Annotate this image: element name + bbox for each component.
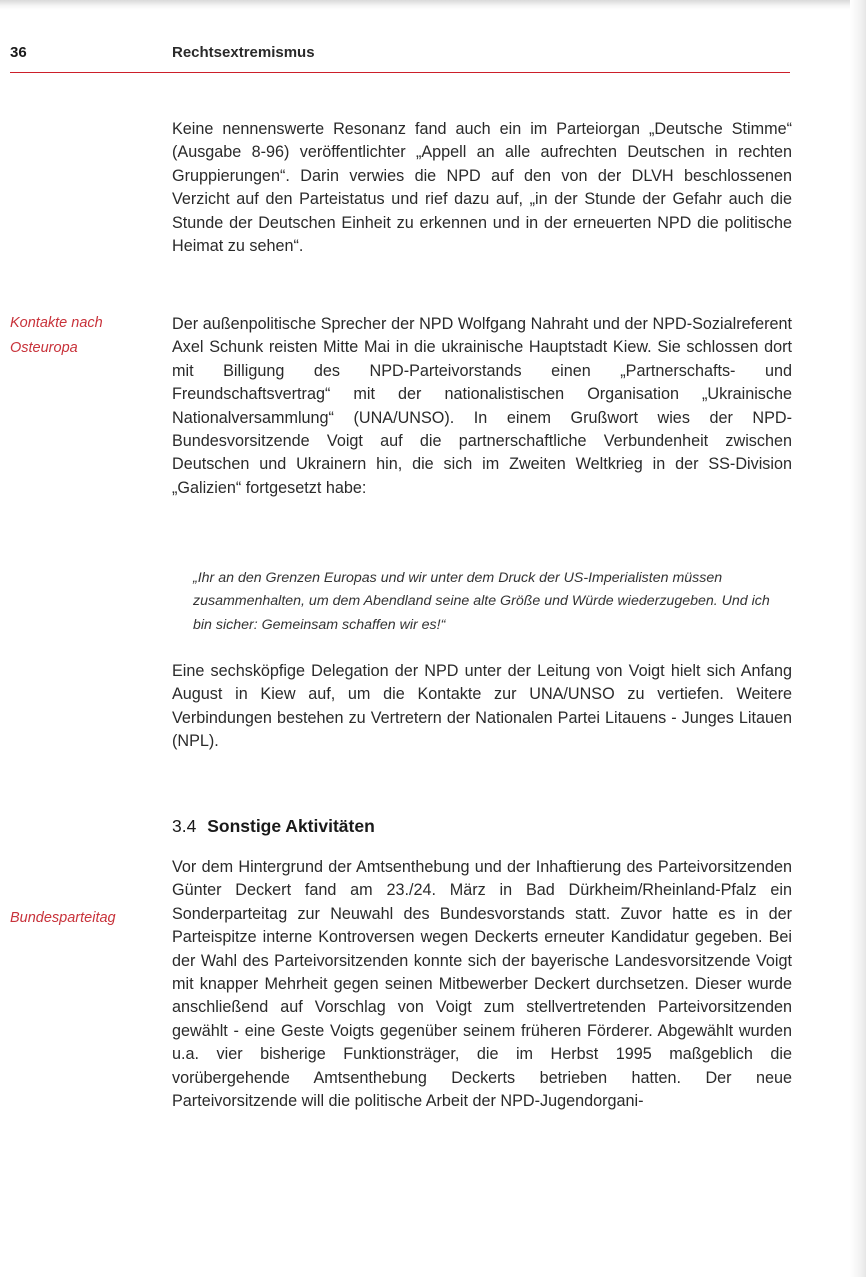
paragraph-resonance (172, 118, 792, 258)
paragraph-text: Keine nennenswerte Resonanz fand auch ein im Parteiorgan „Deutsche Stimme“ (Ausgabe 8-96) veröffentlichter „Appell an alle aufrechten Deutschen in rechten Gruppierungen“. Darin verwies die NPD auf den von der DLVH beschlossenen Verzicht auf den Parteistatus und rief dazu auf, „in der Stunde der Gefahr auch die Stunde der Deutschen Einheit zu erkennen und in der erneuerten NPD die politische Heimat zu sehen“. (172, 120, 792, 256)
margin-note-contacts: Kontakte nach Osteuropa (10, 315, 103, 356)
running-title: Rechtsextremismus (172, 44, 315, 61)
section-number: 3.4 (172, 816, 197, 836)
page-number: 36 (10, 44, 27, 61)
section-title: Sonstige Aktivitäten (207, 816, 375, 836)
paragraph-text: Eine sechsköpfige Delegation der NPD unter der Leitung von Voigt hielt sich Anfang August in Kiew auf, um die Kontakte zur UNA/UNSO zu vertiefen. Weitere Verbindungen bestehen zu Vertretern der Nationalen Partei Litauens - Junges Litauen (NPL). (172, 662, 792, 751)
page-header (10, 44, 790, 73)
scan-shadow-top (0, 0, 866, 10)
block-quote: „Ihr an den Grenzen Europas und wir unter dem Druck der US-Imperialisten müssen zusammenhalten, um dem Abendland seine alte Größe und Würde wiederzugeben. Und ich bin sicher: Gemeinsam schaffen wir es!“ (193, 570, 770, 633)
section-heading (172, 816, 375, 837)
paragraph-party-congress (172, 856, 792, 1113)
scan-shadow-right (850, 0, 866, 1277)
paragraph-text: Der außenpolitische Sprecher der NPD Wolfgang Nahraht und der NPD-Sozialreferent Axel Schunk reisten Mitte Mai in die ukrainische Hauptstadt Kiew. Sie schlossen dort mit Billigung des NPD-Parteivorstands einen „Partnerschafts- und Freundschaftsvertrag“ mit der nationalistischen Organisation „Ukrainische Nationalversammlung“ (UNA/UNSO). In einem Grußwort wies der NPD-Bundesvorsitzende Voigt auf die partnerschaftliche Verbundenheit zwischen Deutschen und Ukrainern hin, die sich im Zweiten Weltkrieg in der SS-Division „Galizien“ fortgesetzt habe: (172, 315, 792, 497)
paragraph-delegation (172, 660, 792, 754)
paragraph-text: Vor dem Hintergrund der Amtsenthebung und der Inhaftierung des Parteivorsitzenden Günter Deckert fand am 23./24. März in Bad Dürkheim/Rheinland-Pfalz ein Sonderparteitag zur Neuwahl des Bundesvorstands statt. Zuvor hatte es in der Parteispitze interne Kontroversen wegen Deckerts erneuter Kandidatur gegeben. Bei der Wahl des Parteivorsitzenden konnte sich der bayerische Landesvorsitzende Voigt mit knapper Mehrheit gegen seinen Mitbewerber Deckert durchsetzen. Dieser wurde anschließend auf Vorschlag von Voigt zum stellvertretenden Parteivorsitzenden gewählt - eine Geste Voigts gegenüber seinem früheren Förderer. Abgewählt wurden u.a. vier bisherige Funktionsträger, die im Herbst 1995 maßgeblich die vorübergehende Amtsenthebung Deckerts betrieben hatten. Der neue Parteivorsitzende will die politische Arbeit der NPD-Jugendorgani- (172, 858, 792, 1111)
paragraph-contacts (172, 313, 792, 500)
margin-note-party-congress: Bundesparteitag (10, 910, 116, 926)
